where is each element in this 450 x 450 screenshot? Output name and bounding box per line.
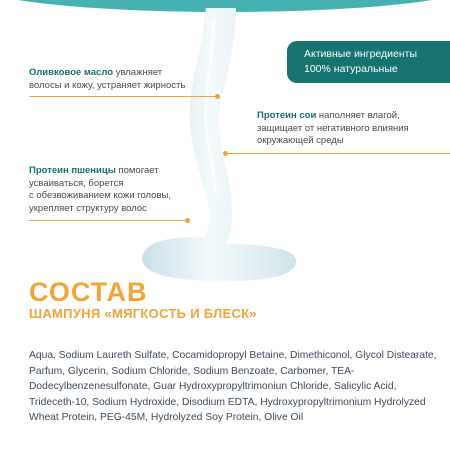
soy-protein-line2: защищает от негативного влияния bbox=[257, 122, 409, 134]
soy-protein-connector bbox=[226, 153, 450, 154]
wheat-protein-dot bbox=[185, 218, 190, 223]
soy-protein-line3: окружающей среды bbox=[257, 135, 344, 146]
wheat-protein-name: Протеин пшеницы bbox=[29, 165, 116, 176]
olive-oil-line2: волосы и кожу, устраняет жирность bbox=[29, 79, 186, 91]
wheat-protein-connector bbox=[29, 220, 187, 221]
wheat-protein-text: помогает bbox=[118, 165, 159, 176]
composition-title: СОСТАВ bbox=[29, 277, 148, 307]
soy-protein-dot bbox=[223, 151, 228, 156]
olive-oil-dot bbox=[215, 94, 220, 99]
active-ingredients-badge bbox=[287, 41, 450, 83]
wheat-protein-line2: усваиваться, борется bbox=[29, 177, 124, 189]
note-soy-protein bbox=[257, 110, 409, 148]
olive-oil-text: увлажняет bbox=[115, 67, 163, 78]
olive-oil-name: Оливковое масло bbox=[29, 67, 114, 78]
wheat-protein-line4: укрепляет структуру волос bbox=[29, 202, 147, 214]
soy-protein-text: наполняет влагой, bbox=[318, 110, 400, 121]
ingredients-list: Aqua, Sodium Laureth Sulfate, Cocamidopropyl Betaine, Dimethiconol, Glycol Distearate, Parfum, Glycerin, Sodium Chloride, Sodium Benzoate, Carbomer, TEA-Dodecylbenzenesulfonate, Guar Hydroxypropyltrimoniun Chloride, Salicylic Acid, Trideceth-10, Sodium Hydroxide, Disodium EDTA, Hydroxypropyltrimonium Hydrolyzed Wheat Protein, PEG-45M, Hydrolyzed Soy Protein, Olive Oil bbox=[29, 350, 437, 423]
composition-subtitle: ШАМПУНЯ «МЯГКОСТЬ И БЛЕСК» bbox=[29, 306, 257, 321]
badge-line1: Активные ингредиенты bbox=[304, 48, 417, 60]
olive-oil-connector bbox=[29, 96, 217, 97]
soy-protein-name: Протеин сои bbox=[257, 110, 317, 121]
note-olive-oil bbox=[29, 67, 185, 92]
badge-line2: 100% натуральные bbox=[304, 63, 398, 75]
wheat-protein-line3: с обезвоживанием кожи головы, bbox=[29, 190, 171, 201]
note-wheat-protein bbox=[29, 165, 171, 215]
